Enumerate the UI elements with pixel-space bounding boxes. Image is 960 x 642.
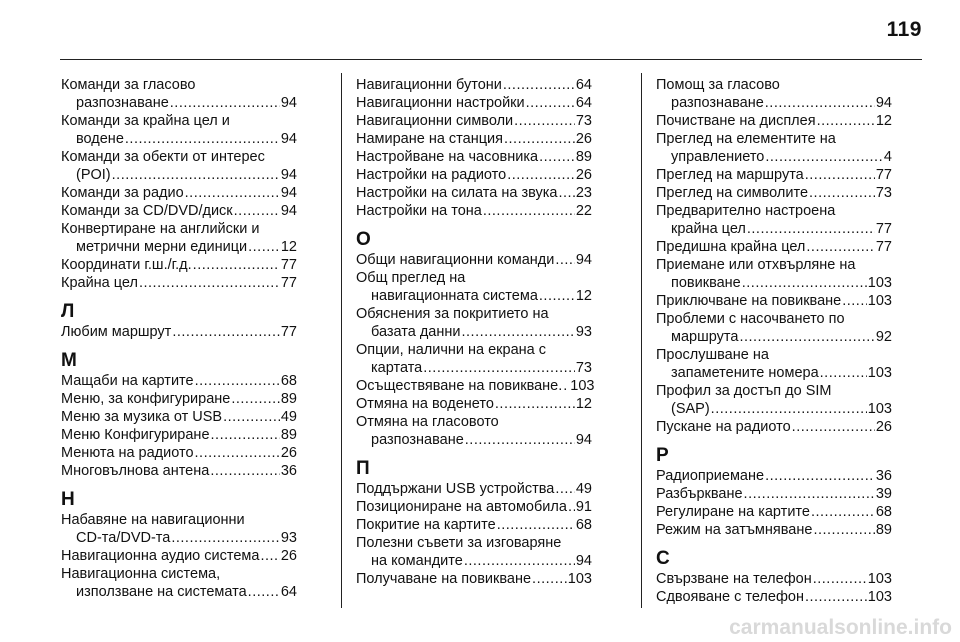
index-entry[interactable]	[656, 503, 892, 521]
entry-term: Получаване на повикване	[356, 571, 532, 587]
entry-term: Меню Конфигуриране	[61, 427, 210, 443]
dot-leader	[813, 570, 867, 588]
entry-term: Регулиране на картите	[656, 504, 810, 520]
entry-term: Пускане на радиото	[656, 419, 791, 435]
dot-leader	[507, 166, 575, 184]
dot-leader	[464, 552, 575, 570]
entry-term: Сдвояване с телефон	[656, 589, 804, 605]
dot-leader	[171, 529, 280, 547]
dot-leader	[112, 166, 280, 184]
page-reference[interactable]: 68	[280, 373, 297, 389]
index-entry[interactable]	[356, 498, 592, 516]
section-letter: Р	[656, 445, 669, 466]
page-reference[interactable]: 103	[867, 293, 892, 309]
dot-leader	[711, 400, 867, 418]
dot-leader	[747, 220, 875, 238]
page-reference[interactable]: 23	[575, 185, 592, 201]
dot-leader	[465, 431, 575, 449]
header-rule	[60, 59, 922, 60]
index-entry[interactable]	[356, 269, 592, 305]
index-entry[interactable]	[61, 426, 297, 444]
index-column-2	[356, 76, 595, 588]
index-entry[interactable]	[356, 570, 592, 588]
column-divider	[641, 73, 642, 608]
entry-term: Навигационна система,	[61, 566, 221, 582]
index-entry[interactable]	[656, 130, 892, 166]
dot-leader	[195, 372, 280, 390]
dot-leader	[195, 444, 280, 462]
index-entry[interactable]	[61, 112, 297, 148]
index-entry[interactable]	[656, 166, 892, 184]
dot-leader	[172, 323, 280, 341]
dot-leader	[211, 426, 280, 444]
entry-term-continuation: разпознаване	[76, 95, 169, 111]
dot-leader	[532, 570, 567, 588]
index-entry[interactable]	[656, 346, 892, 382]
index-entry[interactable]	[356, 202, 592, 220]
entry-term: Прослушване на	[656, 347, 769, 363]
dot-leader	[260, 547, 279, 565]
entry-term-continuation: картата	[371, 360, 423, 376]
entry-term-continuation: (POI)	[76, 167, 111, 183]
dot-leader	[423, 359, 575, 377]
page-reference[interactable]: 73	[575, 360, 592, 376]
dot-leader	[514, 112, 575, 130]
entry-term-continuation: управлението	[671, 149, 765, 165]
entry-term: Обяснения за покритието на	[356, 306, 549, 322]
page-reference[interactable]: 91	[575, 499, 592, 515]
index-entry[interactable]	[656, 570, 892, 588]
dot-leader	[555, 251, 575, 269]
entry-term-continuation: базата данни	[371, 324, 461, 340]
index-entry[interactable]	[61, 390, 297, 408]
entry-term-continuation: запаметените номера	[671, 365, 819, 381]
entry-term: Отмяна на воденето	[356, 396, 494, 412]
entry-term: Опции, налични на екрана с	[356, 342, 547, 358]
index-entry[interactable]	[356, 377, 595, 395]
entry-term: Почистване на дисплея	[656, 113, 816, 129]
dot-leader	[765, 148, 883, 166]
index-entry[interactable]	[61, 76, 297, 112]
entry-term: Навигационни символи	[356, 113, 514, 129]
page-reference[interactable]: 93	[575, 324, 592, 340]
dot-leader	[193, 256, 280, 274]
index-entry[interactable]	[356, 516, 592, 534]
index-entry[interactable]	[356, 184, 592, 202]
dot-leader	[483, 202, 575, 220]
page-reference[interactable]: 12	[575, 288, 592, 304]
index-entry[interactable]	[656, 184, 892, 202]
page-reference[interactable]: 94	[280, 131, 297, 147]
entry-term: Преглед на символите	[656, 185, 809, 201]
page-reference[interactable]: 49	[575, 481, 592, 497]
index-entry[interactable]	[61, 256, 297, 274]
index-entry[interactable]	[61, 274, 297, 292]
page-reference[interactable]: 12	[280, 239, 297, 255]
section-letter: С	[656, 548, 670, 569]
entry-term: Профил за достъп до SIM	[656, 383, 832, 399]
page-reference[interactable]: 94	[875, 95, 892, 111]
index-column-3	[656, 76, 892, 606]
page-reference[interactable]: 26	[875, 419, 892, 435]
index-entry[interactable]	[656, 112, 892, 130]
dot-leader	[842, 292, 867, 310]
index-entry[interactable]	[356, 395, 592, 413]
index-entry[interactable]	[356, 341, 592, 377]
dot-leader	[504, 130, 575, 148]
entry-term: Настройване на часовника	[356, 149, 539, 165]
dot-leader	[170, 94, 280, 112]
index-entry[interactable]	[356, 166, 592, 184]
index-entry[interactable]	[656, 467, 892, 485]
page-reference[interactable]: 103	[867, 365, 892, 381]
page-reference[interactable]: 12	[875, 113, 892, 129]
index-column-1	[61, 76, 297, 601]
entry-term: Намиране на станция	[356, 131, 503, 147]
page-reference[interactable]: 103	[867, 589, 892, 605]
dot-leader	[805, 588, 867, 606]
index-entry[interactable]	[656, 76, 892, 112]
entry-term: Меню, за конфигуриране	[61, 391, 231, 407]
page-reference[interactable]: 77	[280, 324, 297, 340]
entry-term: Мащаби на картите	[61, 373, 194, 389]
page-reference[interactable]: 26	[575, 167, 592, 183]
page-reference[interactable]: 89	[575, 149, 592, 165]
dot-leader	[792, 418, 875, 436]
entry-term: Навигационна аудио система	[61, 548, 260, 564]
entry-term: Конвертиране на английски и	[61, 221, 260, 237]
page-reference[interactable]: 36	[875, 468, 892, 484]
entry-term: Преглед на елементите на	[656, 131, 836, 147]
entry-term: Осъществяване на повикване.	[356, 378, 563, 394]
section-letter: Н	[61, 489, 75, 510]
page-reference[interactable]: 103	[867, 275, 892, 291]
index-entry[interactable]	[61, 148, 297, 184]
entry-term-continuation: метрични мерни единици	[76, 239, 248, 255]
index-entry[interactable]	[356, 148, 592, 166]
entry-term: Покритие на картите	[356, 517, 496, 533]
index-entry[interactable]	[356, 112, 592, 130]
page-reference[interactable]: 77	[875, 221, 892, 237]
entry-term: Общ преглед на	[356, 270, 466, 286]
entry-term: Отмяна на гласовото	[356, 414, 499, 430]
entry-term: Поддържани USB устройства	[356, 481, 555, 497]
page-reference[interactable]: 89	[280, 427, 297, 443]
section-letter: О	[356, 229, 371, 250]
index-entry[interactable]	[61, 184, 297, 202]
entry-term: Навигационни настройки	[356, 95, 525, 111]
page-reference[interactable]: 94	[280, 203, 297, 219]
dot-leader	[813, 521, 874, 539]
dot-leader	[461, 323, 574, 341]
page-reference[interactable]: 4	[883, 149, 892, 165]
index-entry[interactable]	[656, 485, 892, 503]
index-entry[interactable]	[61, 323, 297, 341]
page-reference[interactable]: 64	[575, 95, 592, 111]
page-reference[interactable]: 68	[575, 517, 592, 533]
column-divider	[341, 73, 342, 608]
entry-term-continuation: CD-та/DVD-та	[76, 530, 171, 546]
page-reference[interactable]: 77	[875, 167, 892, 183]
index-entry[interactable]	[656, 238, 892, 256]
entry-term: Предишна крайна цел	[656, 239, 806, 255]
entry-term: Режим на затъмняване	[656, 522, 813, 538]
dot-leader	[765, 467, 875, 485]
entry-term: Разбъркване	[656, 486, 743, 502]
page-reference[interactable]: 94	[575, 432, 592, 448]
entry-term: Преглед на маршрута	[656, 167, 804, 183]
page-number: 119	[886, 18, 922, 41]
page-reference[interactable]: 64	[280, 584, 297, 600]
index-entry[interactable]	[356, 130, 592, 148]
entry-term-continuation: навигационната система	[371, 288, 538, 304]
dot-leader	[558, 184, 574, 202]
page-reference[interactable]: 26	[280, 548, 297, 564]
section-letter: П	[356, 458, 370, 479]
page-reference[interactable]: 94	[575, 252, 592, 268]
entry-term: Проблеми с насочването по	[656, 311, 845, 327]
index-entry[interactable]	[356, 76, 592, 94]
entry-term: Радиоприемане	[656, 468, 765, 484]
dot-leader	[223, 408, 280, 426]
page-reference[interactable]: 12	[575, 396, 592, 412]
entry-term-continuation: разпознаване	[371, 432, 464, 448]
dot-leader	[811, 503, 875, 521]
index-entry[interactable]	[356, 413, 592, 449]
page-reference[interactable]: 89	[875, 522, 892, 538]
dot-leader	[497, 516, 575, 534]
index-entry[interactable]	[656, 521, 892, 539]
page-reference[interactable]: 73	[875, 185, 892, 201]
dot-leader	[568, 498, 575, 516]
watermark: carmanualsonline.info	[729, 616, 952, 639]
entry-term: Настройки на силата на звука	[356, 185, 558, 201]
entry-term: Приемане или отхвърляне на	[656, 257, 856, 273]
page-reference[interactable]: 68	[875, 504, 892, 520]
entry-term-continuation: разпознаване	[671, 95, 764, 111]
entry-term: Команди за крайна цел и	[61, 113, 230, 129]
index-entry[interactable]	[61, 511, 297, 547]
entry-term: Команди за CD/DVD/диск	[61, 203, 233, 219]
entry-term: Координати г.ш./г.д.	[61, 257, 192, 273]
entry-term: Команди за обекти от интерес	[61, 149, 265, 165]
dot-leader	[248, 583, 280, 601]
dot-leader	[739, 328, 874, 346]
dot-leader	[806, 238, 874, 256]
entry-term-continuation: маршрута	[671, 329, 739, 345]
index-entry[interactable]	[656, 418, 892, 436]
page-reference[interactable]: 103	[867, 571, 892, 587]
dot-leader	[231, 390, 280, 408]
entry-term-continuation: повикване	[671, 275, 741, 291]
page-reference[interactable]: 103	[567, 571, 592, 587]
page-reference[interactable]: 93	[280, 530, 297, 546]
entry-term-continuation: водене	[76, 131, 124, 147]
dot-leader	[817, 112, 875, 130]
entry-term: Команди за радио	[61, 185, 184, 201]
index-entry[interactable]	[356, 534, 592, 570]
entry-term: Навигационни бутони	[356, 77, 502, 93]
index-entry[interactable]	[656, 382, 892, 418]
entry-term: Менюта на радиото	[61, 445, 194, 461]
page-reference[interactable]: 94	[575, 553, 592, 569]
entry-term: Свързване на телефон	[656, 571, 812, 587]
index-entry[interactable]	[61, 220, 297, 256]
entry-term: Предварително настроена	[656, 203, 836, 219]
dot-leader	[248, 238, 280, 256]
dot-leader	[765, 94, 875, 112]
dot-leader	[185, 184, 280, 202]
entry-term-continuation: крайна цел	[671, 221, 746, 237]
dot-leader	[539, 287, 575, 305]
dot-leader	[495, 395, 575, 413]
page-reference[interactable]: 26	[575, 131, 592, 147]
index-entry[interactable]	[656, 292, 892, 310]
entry-term: Помощ за гласово	[656, 77, 780, 93]
page-reference[interactable]: 92	[875, 329, 892, 345]
index-entry[interactable]	[61, 408, 297, 426]
dot-leader	[820, 364, 867, 382]
page-reference[interactable]: 77	[280, 275, 297, 291]
entry-term-continuation: на командите	[371, 553, 463, 569]
page-reference[interactable]: 49	[280, 409, 297, 425]
dot-leader	[539, 148, 575, 166]
page-reference[interactable]: 39	[875, 486, 892, 502]
entry-term: Крайна цел	[61, 275, 138, 291]
index-entry[interactable]	[61, 462, 297, 480]
entry-term: Многовълнова антена	[61, 463, 210, 479]
index-entry[interactable]	[356, 251, 592, 269]
section-letter: М	[61, 350, 77, 371]
entry-term-continuation: (SAP)	[671, 401, 710, 417]
dot-leader	[210, 462, 280, 480]
index-entry[interactable]	[61, 202, 297, 220]
entry-term: Любим маршрут	[61, 324, 172, 340]
entry-term: Приключване на повикване	[656, 293, 842, 309]
page-reference[interactable]: 103	[570, 378, 595, 394]
index-entry[interactable]	[61, 565, 297, 601]
entry-term-continuation: използване на системата	[76, 584, 247, 600]
entry-term: Позициониране на автомобила	[356, 499, 567, 515]
page-reference[interactable]: 36	[280, 463, 297, 479]
page-reference[interactable]: 89	[280, 391, 297, 407]
page-reference[interactable]: 26	[280, 445, 297, 461]
dot-leader	[503, 76, 575, 94]
index-entry[interactable]	[356, 480, 592, 498]
page-reference[interactable]: 94	[280, 167, 297, 183]
dot-leader	[234, 202, 280, 220]
entry-term: Настройки на тона	[356, 203, 482, 219]
dot-leader	[555, 480, 575, 498]
entry-term: Настройки на радиото	[356, 167, 507, 183]
dot-leader	[805, 166, 875, 184]
page-reference[interactable]: 77	[875, 239, 892, 255]
index-entry[interactable]	[356, 94, 592, 112]
entry-term: Набавяне на навигационни	[61, 512, 245, 528]
dot-leader	[742, 274, 867, 292]
entry-term: Общи навигационни команди	[356, 252, 555, 268]
index-entry[interactable]	[356, 305, 592, 341]
index-entry[interactable]	[656, 588, 892, 606]
dot-leader	[526, 94, 575, 112]
page-reference[interactable]: 94	[280, 95, 297, 111]
page-reference[interactable]: 73	[575, 113, 592, 129]
page-reference[interactable]: 22	[575, 203, 592, 219]
entry-term: Меню за музика от USB	[61, 409, 223, 425]
index-entry[interactable]	[61, 444, 297, 462]
index-entry[interactable]	[656, 256, 892, 292]
dot-leader	[563, 377, 569, 395]
dot-leader	[125, 130, 280, 148]
dot-leader	[744, 485, 875, 503]
index-entry[interactable]	[656, 310, 892, 346]
section-letter: Л	[61, 301, 75, 322]
page-reference[interactable]: 77	[280, 257, 297, 273]
index-entry[interactable]	[656, 202, 892, 238]
dot-leader	[809, 184, 875, 202]
page-reference[interactable]: 64	[575, 77, 592, 93]
entry-term: Команди за гласово	[61, 77, 196, 93]
index-entry[interactable]	[61, 372, 297, 390]
entry-term: Полезни съвети за изговаряне	[356, 535, 562, 551]
index-entry[interactable]	[61, 547, 297, 565]
dot-leader	[139, 274, 280, 292]
page-reference[interactable]: 94	[280, 185, 297, 201]
page-reference[interactable]: 103	[867, 401, 892, 417]
